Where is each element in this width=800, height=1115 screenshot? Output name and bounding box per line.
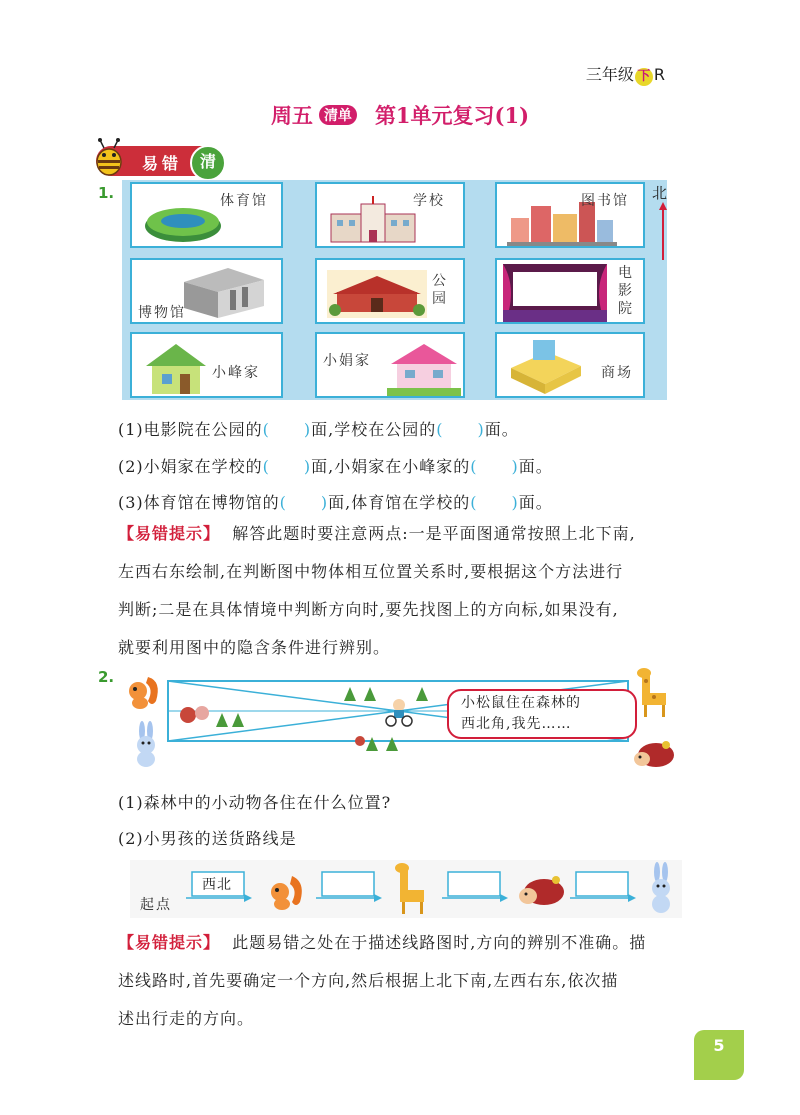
route-arrow-4[interactable]	[570, 870, 636, 902]
q2-tip-text-1: 此题易错之处在于描述线路图时,方向的辨别不准确。描	[232, 933, 647, 952]
q2-tip	[118, 924, 718, 1038]
label-mall: 商场	[601, 365, 633, 381]
cell-library	[495, 182, 645, 248]
badge-label: 易错	[142, 154, 183, 173]
label-library: 图书馆	[581, 193, 629, 209]
route-rabbit-icon	[644, 862, 678, 916]
q1-question-3	[118, 490, 553, 513]
q2-question-2: (2)小男孩的送货路线是	[118, 829, 297, 848]
section-badge	[96, 146, 224, 176]
cinema-icon	[503, 264, 607, 322]
boy-on-bike-icon	[384, 697, 414, 727]
map-grid	[122, 180, 667, 400]
cell-mall	[495, 332, 645, 398]
page-number: 5	[694, 1030, 744, 1080]
q1-2-text-c: 面。	[518, 457, 553, 476]
cell-park	[315, 258, 465, 324]
q1-tip	[118, 515, 718, 667]
route-first-direction: 西北	[202, 877, 232, 893]
route-strip	[130, 860, 682, 918]
route-giraffe-icon	[392, 862, 432, 916]
grade-suffix: R	[653, 65, 665, 84]
q1-1-text-c: 面。	[484, 420, 519, 439]
route-arrow-2[interactable]	[316, 870, 382, 902]
q1-number: 1.	[98, 184, 115, 202]
house-green-icon	[144, 340, 208, 396]
q1-tip-text-2: 左西右东绘制,在判断图中物体相互位置关系时,要根据这个方法进行	[118, 562, 624, 581]
q1-tip-text-4: 就要利用图中的隐含条件进行辨别。	[118, 638, 391, 657]
badge-qing: 清	[190, 145, 226, 181]
q1-tip-line-1	[118, 515, 718, 553]
q1-question-1	[118, 417, 519, 440]
q1-1-text-b: 面,学校在公园的	[311, 420, 437, 439]
route-start-label: 起点	[140, 897, 172, 913]
stadium-icon	[142, 200, 224, 244]
q1-1-blank-close: )	[303, 420, 312, 439]
mall-icon	[507, 338, 583, 396]
label-park: 公园	[432, 273, 446, 307]
title-day: 周五	[270, 103, 313, 128]
title-unit: 第1单元复习(1)	[374, 103, 530, 128]
q2-question-1: (1)森林中的小动物各住在什么位置?	[118, 793, 392, 812]
label-museum: 博物馆	[138, 305, 186, 321]
north-label: 北	[652, 184, 668, 202]
q1-1-blank-open: (	[262, 420, 270, 439]
cell-cinema	[495, 258, 645, 324]
squirrel-icon	[122, 671, 162, 711]
label-school: 学校	[413, 193, 445, 209]
rabbit-icon	[126, 721, 166, 769]
speech-bubble	[447, 689, 637, 739]
q1-2-text-b: 面,小娟家在小峰家的	[311, 457, 471, 476]
route-hedgehog-icon	[516, 872, 566, 908]
cell-xiaojuan-home	[315, 332, 465, 398]
q1-tip-text-3: 判断;二是在具体情境中判断方向时,要先找图上的方向标,如果没有,	[118, 600, 619, 619]
q1-1-text-a: (1)电影院在公园的	[118, 420, 263, 439]
speech-line-2: 西北角,我先……	[461, 716, 572, 732]
q1-2-blank2-open: (	[470, 457, 478, 476]
grade-mark: 下	[635, 68, 653, 86]
school-icon	[323, 196, 423, 246]
q1-2-blank2-close: )	[511, 457, 519, 476]
q2-tip-text-2: 述线路时,首先要确定一个方向,然后根据上北下南,左西右东,依次描	[118, 971, 619, 990]
q1-2-text-a: (2)小娟家在学校的	[118, 457, 263, 476]
q1-tip-label: 【易错提示】	[118, 524, 221, 543]
q1-question-2	[118, 454, 553, 477]
q1-3-text-a: (3)体育馆在博物馆的	[118, 493, 280, 512]
q1-2-blank-open: (	[262, 457, 270, 476]
label-stadium: 体育馆	[220, 193, 268, 209]
label-xiaojuan-home: 小娟家	[323, 353, 371, 369]
q1-3-blank-close: )	[320, 493, 329, 512]
museum-icon	[178, 264, 270, 320]
label-xiaofeng-home: 小峰家	[212, 365, 260, 381]
q2-number: 2.	[98, 668, 115, 686]
q1-3-blank2-close: )	[511, 493, 519, 512]
park-icon	[327, 270, 427, 318]
q1-3-blank-open: (	[279, 493, 287, 512]
q2-tip-line-1	[118, 924, 718, 962]
cell-stadium	[130, 182, 283, 248]
q1-tip-text-1: 解答此题时要注意两点:一是平面图通常按照上北下南,	[232, 524, 636, 543]
giraffe-icon	[634, 667, 674, 719]
grade-label	[586, 62, 665, 86]
grade-prefix: 三年级	[585, 65, 634, 84]
label-cinema: 电影院	[618, 265, 632, 317]
title-stamp: 清单	[319, 105, 357, 125]
hedgehog-icon	[632, 737, 676, 769]
cell-museum	[130, 258, 283, 324]
page-title	[0, 100, 800, 130]
q1-2-blank-close: )	[303, 457, 312, 476]
forest-scene	[122, 667, 675, 770]
q1-1-blank2-open: (	[436, 420, 444, 439]
q2-tip-label: 【易错提示】	[118, 933, 221, 952]
q1-1-blank2-close: )	[477, 420, 485, 439]
house-pink-icon	[387, 340, 461, 396]
cell-school	[315, 182, 465, 248]
north-arrow-icon	[657, 202, 669, 262]
cell-xiaofeng-home	[130, 332, 283, 398]
q2-tip-text-3: 述出行走的方向。	[118, 1009, 255, 1028]
q1-3-text-b: 面,体育馆在学校的	[328, 493, 471, 512]
speech-line-1: 小松鼠住在森林的	[461, 695, 581, 711]
route-squirrel-icon	[264, 870, 306, 912]
q1-3-text-c: 面。	[518, 493, 553, 512]
route-arrow-3[interactable]	[442, 870, 508, 902]
bee-icon	[92, 138, 126, 178]
q1-3-blank2-open: (	[470, 493, 478, 512]
